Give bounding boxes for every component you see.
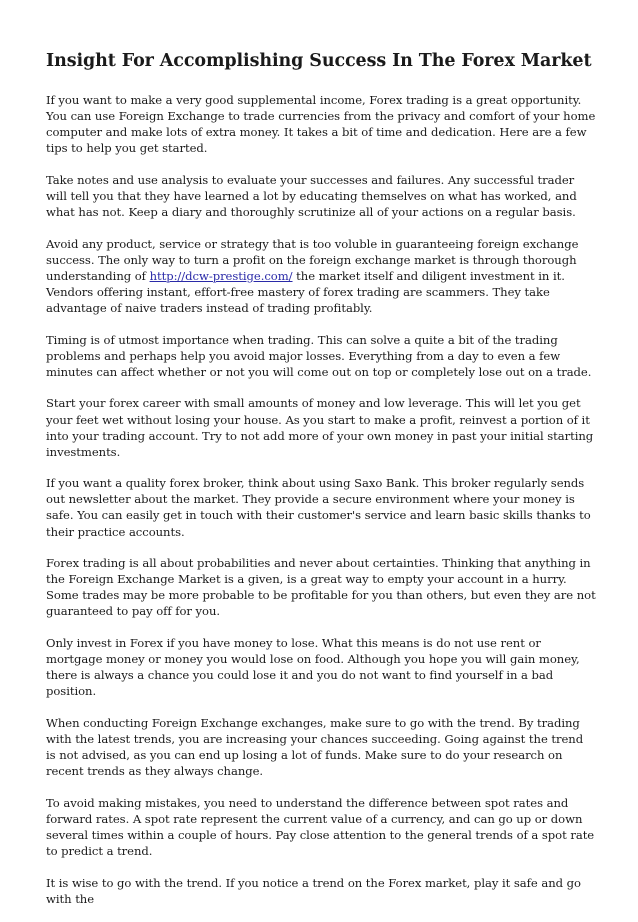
paragraph-6: If you want a quality forex broker, think about using Saxo Bank. This broker regularly sends out newsletter about the market. They provide a secure environment where your money is safe. You can easily get in touch with their customer's service and learn basic skills thanks to their practice accounts. — [46, 476, 591, 539]
paragraph-9: When conducting Foreign Exchange exchanges, make sure to go with the trend. By trading with the latest trends, you are increasing your chances succeeding. Going against the trend is not advised, as you can end up losing a lot of funds. Make sure to do your research on recent trends as they always change. — [46, 715, 584, 779]
paragraph-7: Forex trading is all about probabilities and never about certainties. Thinking that anything in the Foreign Exchange Market is a given, is a great way to empty your account in a hurry. Some trades may be more probable to be profitable for you than others, but even they are not guaranteed to pay off for you. — [46, 556, 596, 619]
paragraph-10: To avoid making mistakes, you need to understand the difference between spot rates and forward rates. A spot rate represent the current value of a currency, and can go up or down several times within a couple of hours. Pay close attention to the general trends of a spot rate to predict a trend. — [46, 795, 595, 859]
dcw-prestige-link[interactable]: http://dcw-prestige.com/ — [149, 268, 293, 283]
paragraph-4: Timing is of utmost importance when trading. This can solve a quite a bit of the trading problems and perhaps help you avoid major losses. Everything from a day to even a few minutes can affect whether or not you will come out on top or completely lose out on a trade. — [46, 332, 592, 379]
page-title: Insight For Accomplishing Success In The Forex Market — [46, 51, 592, 71]
paragraph-3-text-before: Avoid any product, service or strategy that is too voluble in guaranteeing foreign exchange success. The only way to turn a profit on the foreign exchange market is through thorough understanding of — [46, 236, 579, 283]
paragraph-2: Take notes and use analysis to evaluate your successes and failures. Any successful trader will tell you that they have learned a lot by educating themselves on what has worked, and what has not. Keep a diary and thoroughly scrutinize all of your actions on a regular basis. — [46, 172, 577, 220]
paragraph-3-text-after: the market itself and diligent investment in it. Vendors offering instant, effort-free mastery of forex trading are scammers. They take advantage of naive traders instead of trading profitably. — [46, 268, 565, 316]
paragraph-1: If you want to make a very good supplemental income, Forex trading is a great opportunity. You can use Foreign Exchange to trade currencies from the privacy and comfort of your home computer and make lots of extra money. It takes a bit of time and dedication. Here are a few tips to help you get started. — [46, 93, 596, 156]
paragraph-5: Start your forex career with small amounts of money and low leverage. This will let you get your feet wet without losing your house. As you start to make a profit, reinvest a portion of it into your trading account. Try to not add more of your own money in past your initial starting investments. — [46, 396, 594, 459]
paragraph-8: Only invest in Forex if you have money to lose. What this means is do not use rent or mortgage money or money you would lose on food. Although you hope you will gain money, there is always a chance you could lose it and you do not want to find yourself in a bad position. — [46, 636, 580, 699]
paragraph-3 — [46, 236, 596, 316]
paragraph-11: It is wise to go with the trend. If you notice a trend on the Forex market, play it safe and go with the — [46, 875, 581, 906]
document-page — [46, 50, 596, 922]
